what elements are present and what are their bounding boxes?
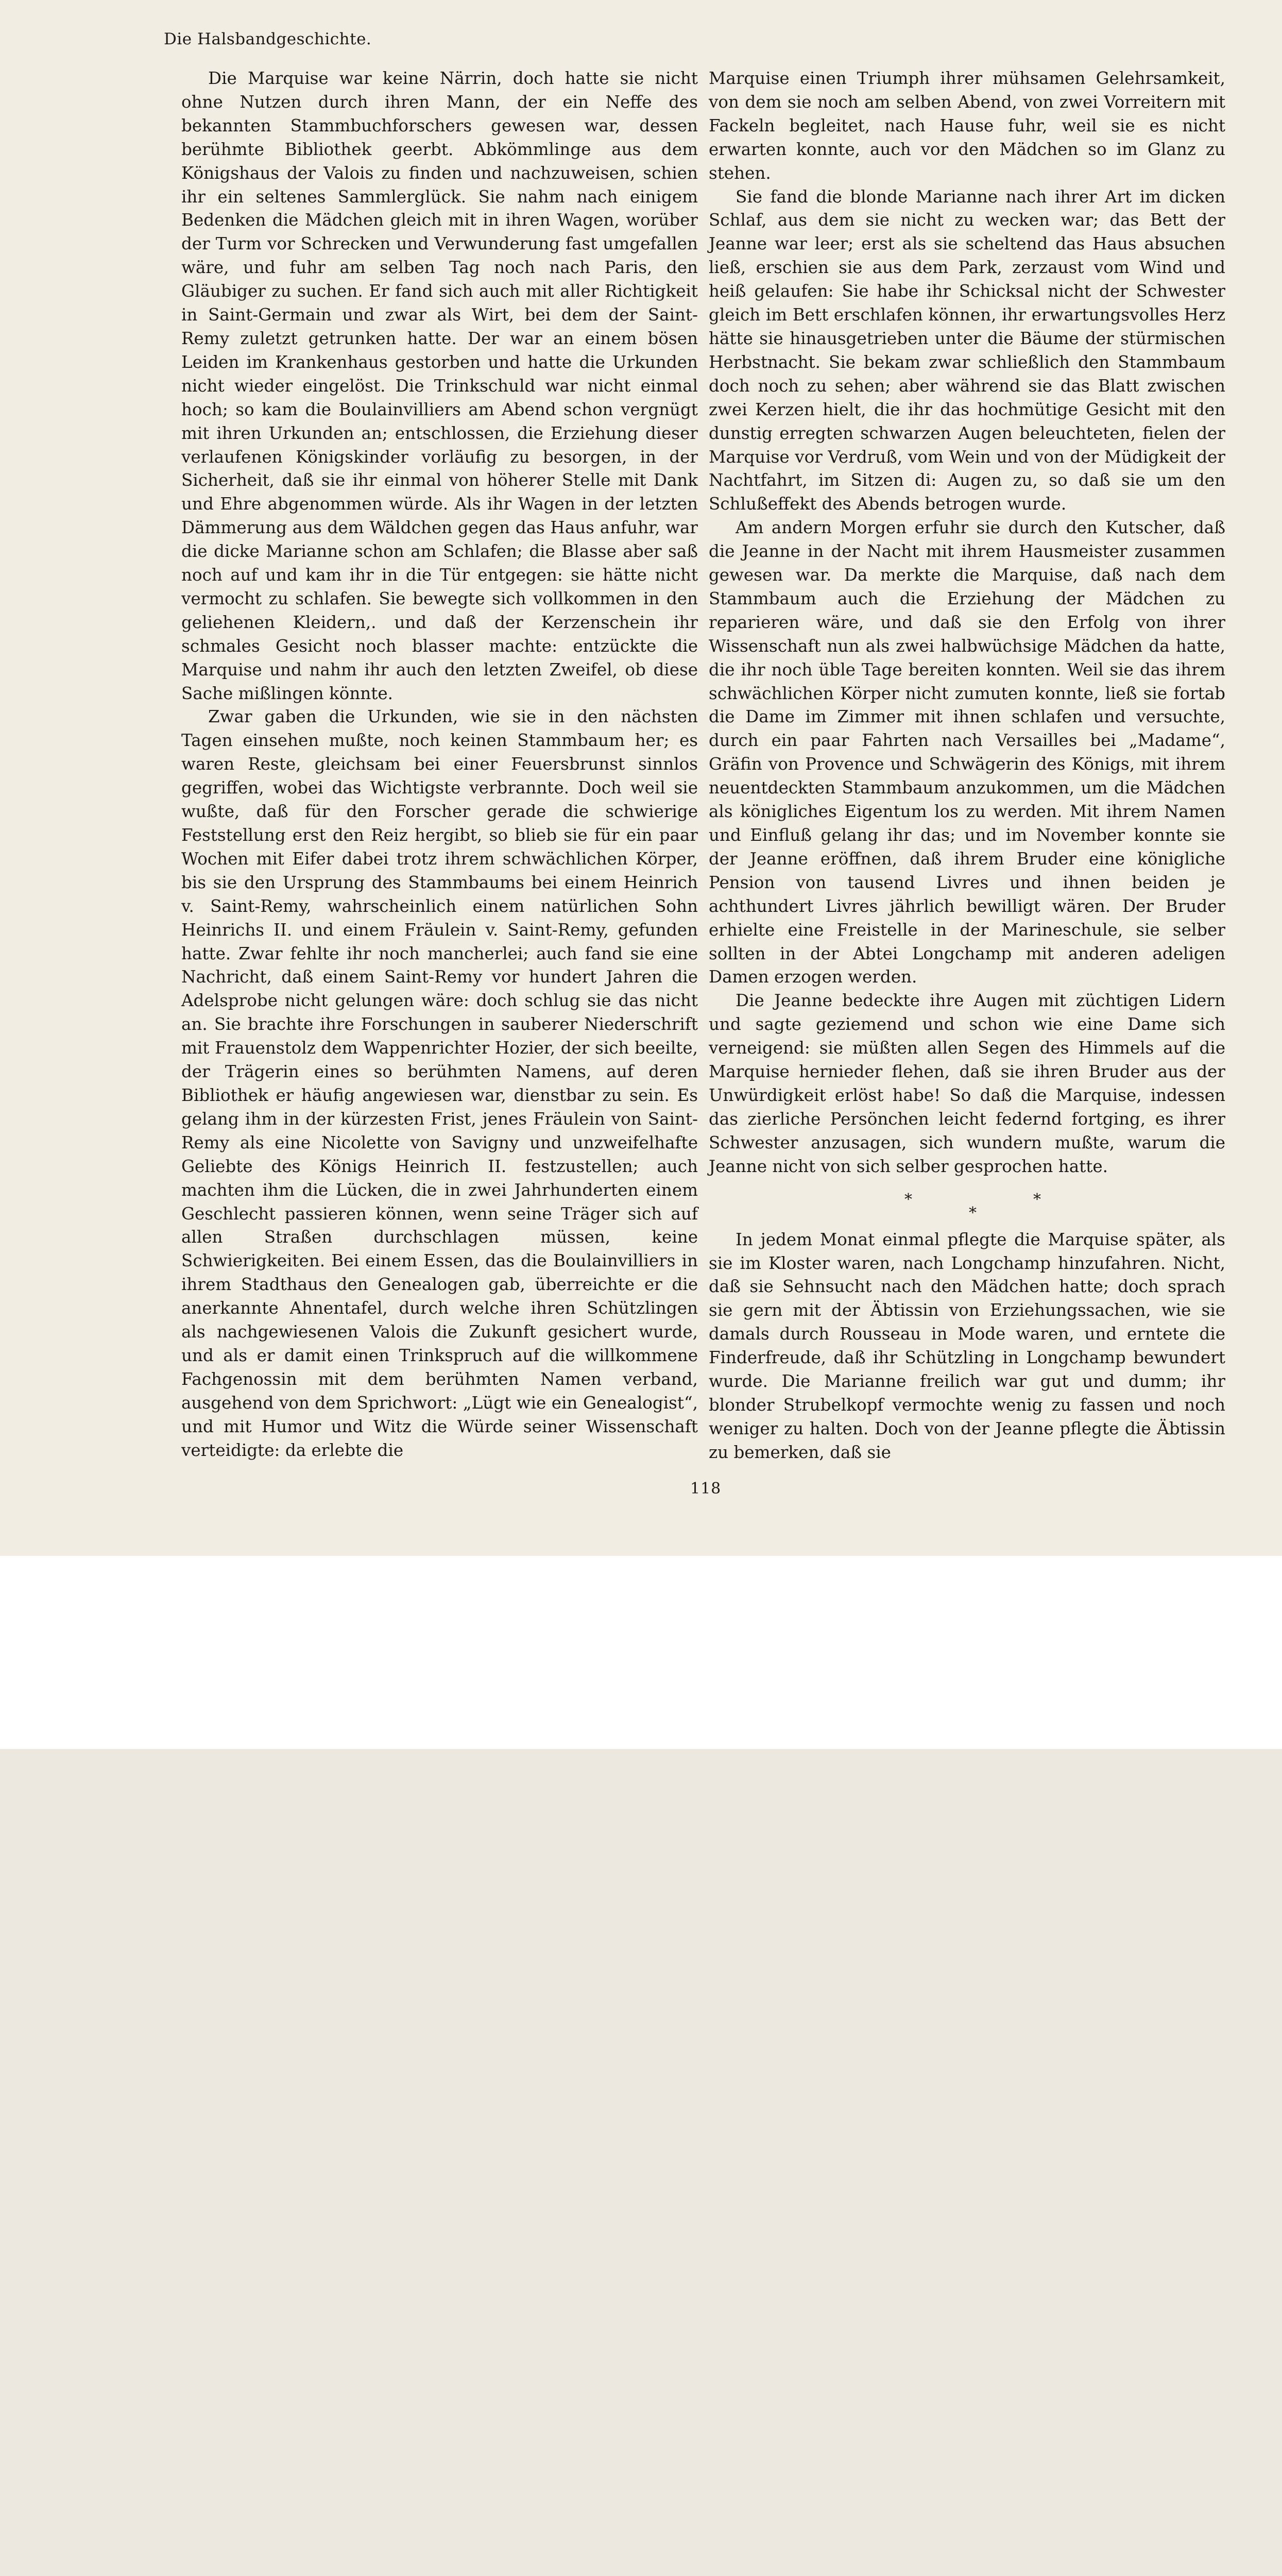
paragraph: Zwar gaben die Urkunden, wie sie in den nächsten Tagen einsehen mußte, noch keinen Stammbaum her; es waren Reste, gleichsam bei einer Feuersbrunst sinnlos gegriffen, wobei das Wichtigste verbrannte. Doch weil sie wußte, daß für den Forscher gerade die schwierige Feststellung erst den Reiz hergibt, so blieb sie für ein paar Wochen mit Eifer dabei trotz ihrem schwächlichen Körper, bis sie den Ursprung des Stammbaums bei einem Heinrich v. Saint-Remy, wahrscheinlich einem natürlichen Sohn Heinrichs II. und einem Fräulein v. Saint-Remy, gefunden hatte. Zwar fehlte ihr noch mancherlei; auch fand sie eine Nachricht, daß einem Saint-Remy vor hundert Jahren die Adelsprobe nicht gelungen wäre: doch schlug sie das nicht an. Sie brachte ihre Forschungen in sauberer Niederschrift mit Frauenstolz dem Wappenrichter Hozier, der sich beeilte, der Trägerin eines so berühmten Namens, auf deren Bibliothek er häufig angewiesen war, dienstbar zu sein. Es gelang ihm in der kürzesten Frist, jenes Fräulein von Saint-Remy als eine Nicolette von Savigny und unzweifelhafte Geliebte des Königs Heinrich II. festzustellen; auch machten ihm die Lücken, die in zwei Jahrhunderten einem Geschlecht passieren können, wenn seine Träger sich auf allen Straßen durchschlagen müssen, keine Schwierigkeiten. Bei einem Essen, das die Boulainvilliers in ihrem Stadthaus den Genealogen gab, überreichte er die anerkannte Ahnentafel, durch welche ihren Schützlingen als nachgewiesenen Valois die Zukunft gesichert wurde, und als er damit einen Trinkspruch auf die willkommene Fachgenossin mit dem berühmten Namen verband, ausgehend von dem Sprichwort: „Lügt wie ein Genealogist“, und mit Humor und Witz die Würde seiner Wissenschaft verteidigte: da erlebte die (181, 707, 698, 1460)
separator-star: * (969, 1204, 977, 1222)
paragraph: In jedem Monat einmal pflegte die Marquise später, als sie im Kloster waren, nach Longchamp hinzufahren. Nicht, daß sie Sehnsucht nach den Mädchen hatte; doch sprach sie gern mit der Äbtissin von Erziehungssachen, wie sie damals durch Rousseau in Mode waren, und erntete die Finderfreude, daß ihr Schützling in Longchamp bewundert wurde. Die Marianne freilich war gut und dumm; ihr blonder Strubelkopf vermochte wenig zu fassen und noch weniger zu halten. Doch von der Jeanne pflegte die Äbtissin zu bemerken, daß sie (709, 1229, 1225, 1462)
page-number: 118 (690, 1480, 722, 1498)
paragraph: Die Marquise war keine Närrin, doch hatte sie nicht ohne Nutzen durch ihren Mann, der ein Neffe des bekannten Stammbuchforschers gewesen war, dessen berühmte Bibliothek geerbt. Abkömmlinge aus dem Königshaus der Valois zu finden und nachzuweisen, schien ihr ein seltenes Sammlerglück. Sie nahm nach einigem Bedenken die Mädchen gleich mit in ihren Wagen, worüber der Turm vor Schrecken und Verwunderung fast umgefallen wäre, und fuhr am selben Tag noch nach Paris, den Gläubiger zu suchen. Er fand sich auch mit aller Richtigkeit in Saint-Germain und zwar als Wirt, bei dem der Saint-Remy zuletzt getrunken hatte. Der war an einem bösen Leiden im Krankenhaus gestorben und hatte die Urkunden nicht wieder eingelöst. Die Trinkschuld war nicht einmal hoch; so kam die Boulainvilliers am Abend schon vergnügt mit ihren Urkunden an; entschlossen, die Erziehung dieser verlaufenen Königskinder vorläufig zu besorgen, in der Sicherheit, daß sie ihr einmal von höherer Stelle mit Dank und Ehre abgenommen würde. Als ihr Wagen in der letzten Dämmerung aus dem Wäldchen gegen das Haus anfuhr, war die dicke Marianne schon am Schlafen; die Blasse aber saß noch auf und kam ihr in die Tür entgegen: sie hätte nicht vermocht zu schlafen. Sie bewegte sich vollkommen in den geliehenen Kleidern,. und daß der Kerzenschein ihr schmales Gesicht noch blasser machte: entzückte die Marquise und nahm ihr auch den letzten Zweifel, ob diese Sache mißlingen könnte. (181, 69, 698, 703)
separator-star: * (1033, 1190, 1041, 1209)
paragraph: Marquise einen Triumph ihrer mühsamen Gelehrsamkeit, von dem sie noch am selben Abend, von zwei Vorreitern mit Fackeln begleitet, nach Hause fuhr, weil sie es nicht erwarten konnte, auch vor den Mädchen so im Glanz zu stehen. (709, 69, 1225, 183)
section-separator (709, 1192, 1225, 1221)
right-column (709, 67, 1225, 1465)
paragraph: Die Jeanne bedeckte ihre Augen mit züchtigen Lidern und sagte geziemend und schon wie eine Dame sich verneigend: sie müßten allen Segen des Himmels auf die Marquise hernieder flehen, daß sie ihren Bruder aus der Unwürdigkeit erlöst habe! So daß die Marquise, indessen das zierliche Persönchen leicht federnd fortging, es ihrer Schwester anzusagen, sich wundern mußte, warum die Jeanne nicht von sich selber gesprochen hatte. (709, 991, 1225, 1176)
paragraph: Sie fand die blonde Marianne nach ihrer Art im dicken Schlaf, aus dem sie nicht zu wecken war; das Bett der Jeanne war leer; erst als sie scheltend das Haus absuchen ließ, erschien sie aus dem Park, zerzaust vom Wind und heiß gelaufen: Sie habe ihr Schicksal nicht der Schwester gleich im Bett erschlafen können, ihr erwartungsvolles Herz hätte sie hinausgetrieben unter die Bäume der stürmischen Herbstnacht. Sie bekam zwar schließlich den Stammbaum doch noch zu sehen; aber während sie das Blatt zwischen zwei Kerzen hielt, die ihr das hochmütige Gesicht mit den dunstig erregten schwarzen Augen beleuchteten, fielen der Marquise vor Verdruß, vom Wein und von der Müdigkeit der Nachtfahrt, im Sitzen di: Augen zu, so daß sie um den Schlußeffekt des Abends betrogen wurde. (709, 187, 1225, 514)
separator-star: * (904, 1190, 912, 1209)
left-column (181, 67, 698, 1462)
running-head: Die Halsbandgeschichte. (164, 30, 372, 48)
paragraph: Am andern Morgen erfuhr sie durch den Kutscher, daß die Jeanne in der Nacht mit ihrem Hausmeister zusammen gewesen war. Da merkte die Marquise, daß nach dem Stammbaum auch die Erziehung der Mädchen zu reparieren wäre, und daß sie den Erfolg von ihrer Wissenschaft nun als zwei halbwüchsige Mädchen da hatte, die ihr noch üble Tage bereiten konnten. Weil sie das ihrem schwächlichen Körper nicht zumuten konnte, ließ sie fortab die Dame im Zimmer mit ihnen schlafen und versuchte, durch ein paar Fahrten nach Versailles bei „Madame“, Gräfin von Provence und Schwägerin des Königs, mit ihrem neuentdeckten Stammbaum anzukommen, um die Mädchen als königliches Eigentum los zu werden. Mit ihrem Namen und Einfluß gelang ihr das; und im November konnte sie der Jeanne eröffnen, daß ihrem Bruder eine königliche Pension von tausend Livres und ihnen beiden je achthundert Livres jährlich bewilligt wären. Der Bruder erhielte eine Freistelle in der Marineschule, sie selber sollten in der Abtei Longchamp mit anderen adeligen Damen erzogen werden. (709, 518, 1225, 987)
digitization-footer (0, 1556, 1282, 1749)
